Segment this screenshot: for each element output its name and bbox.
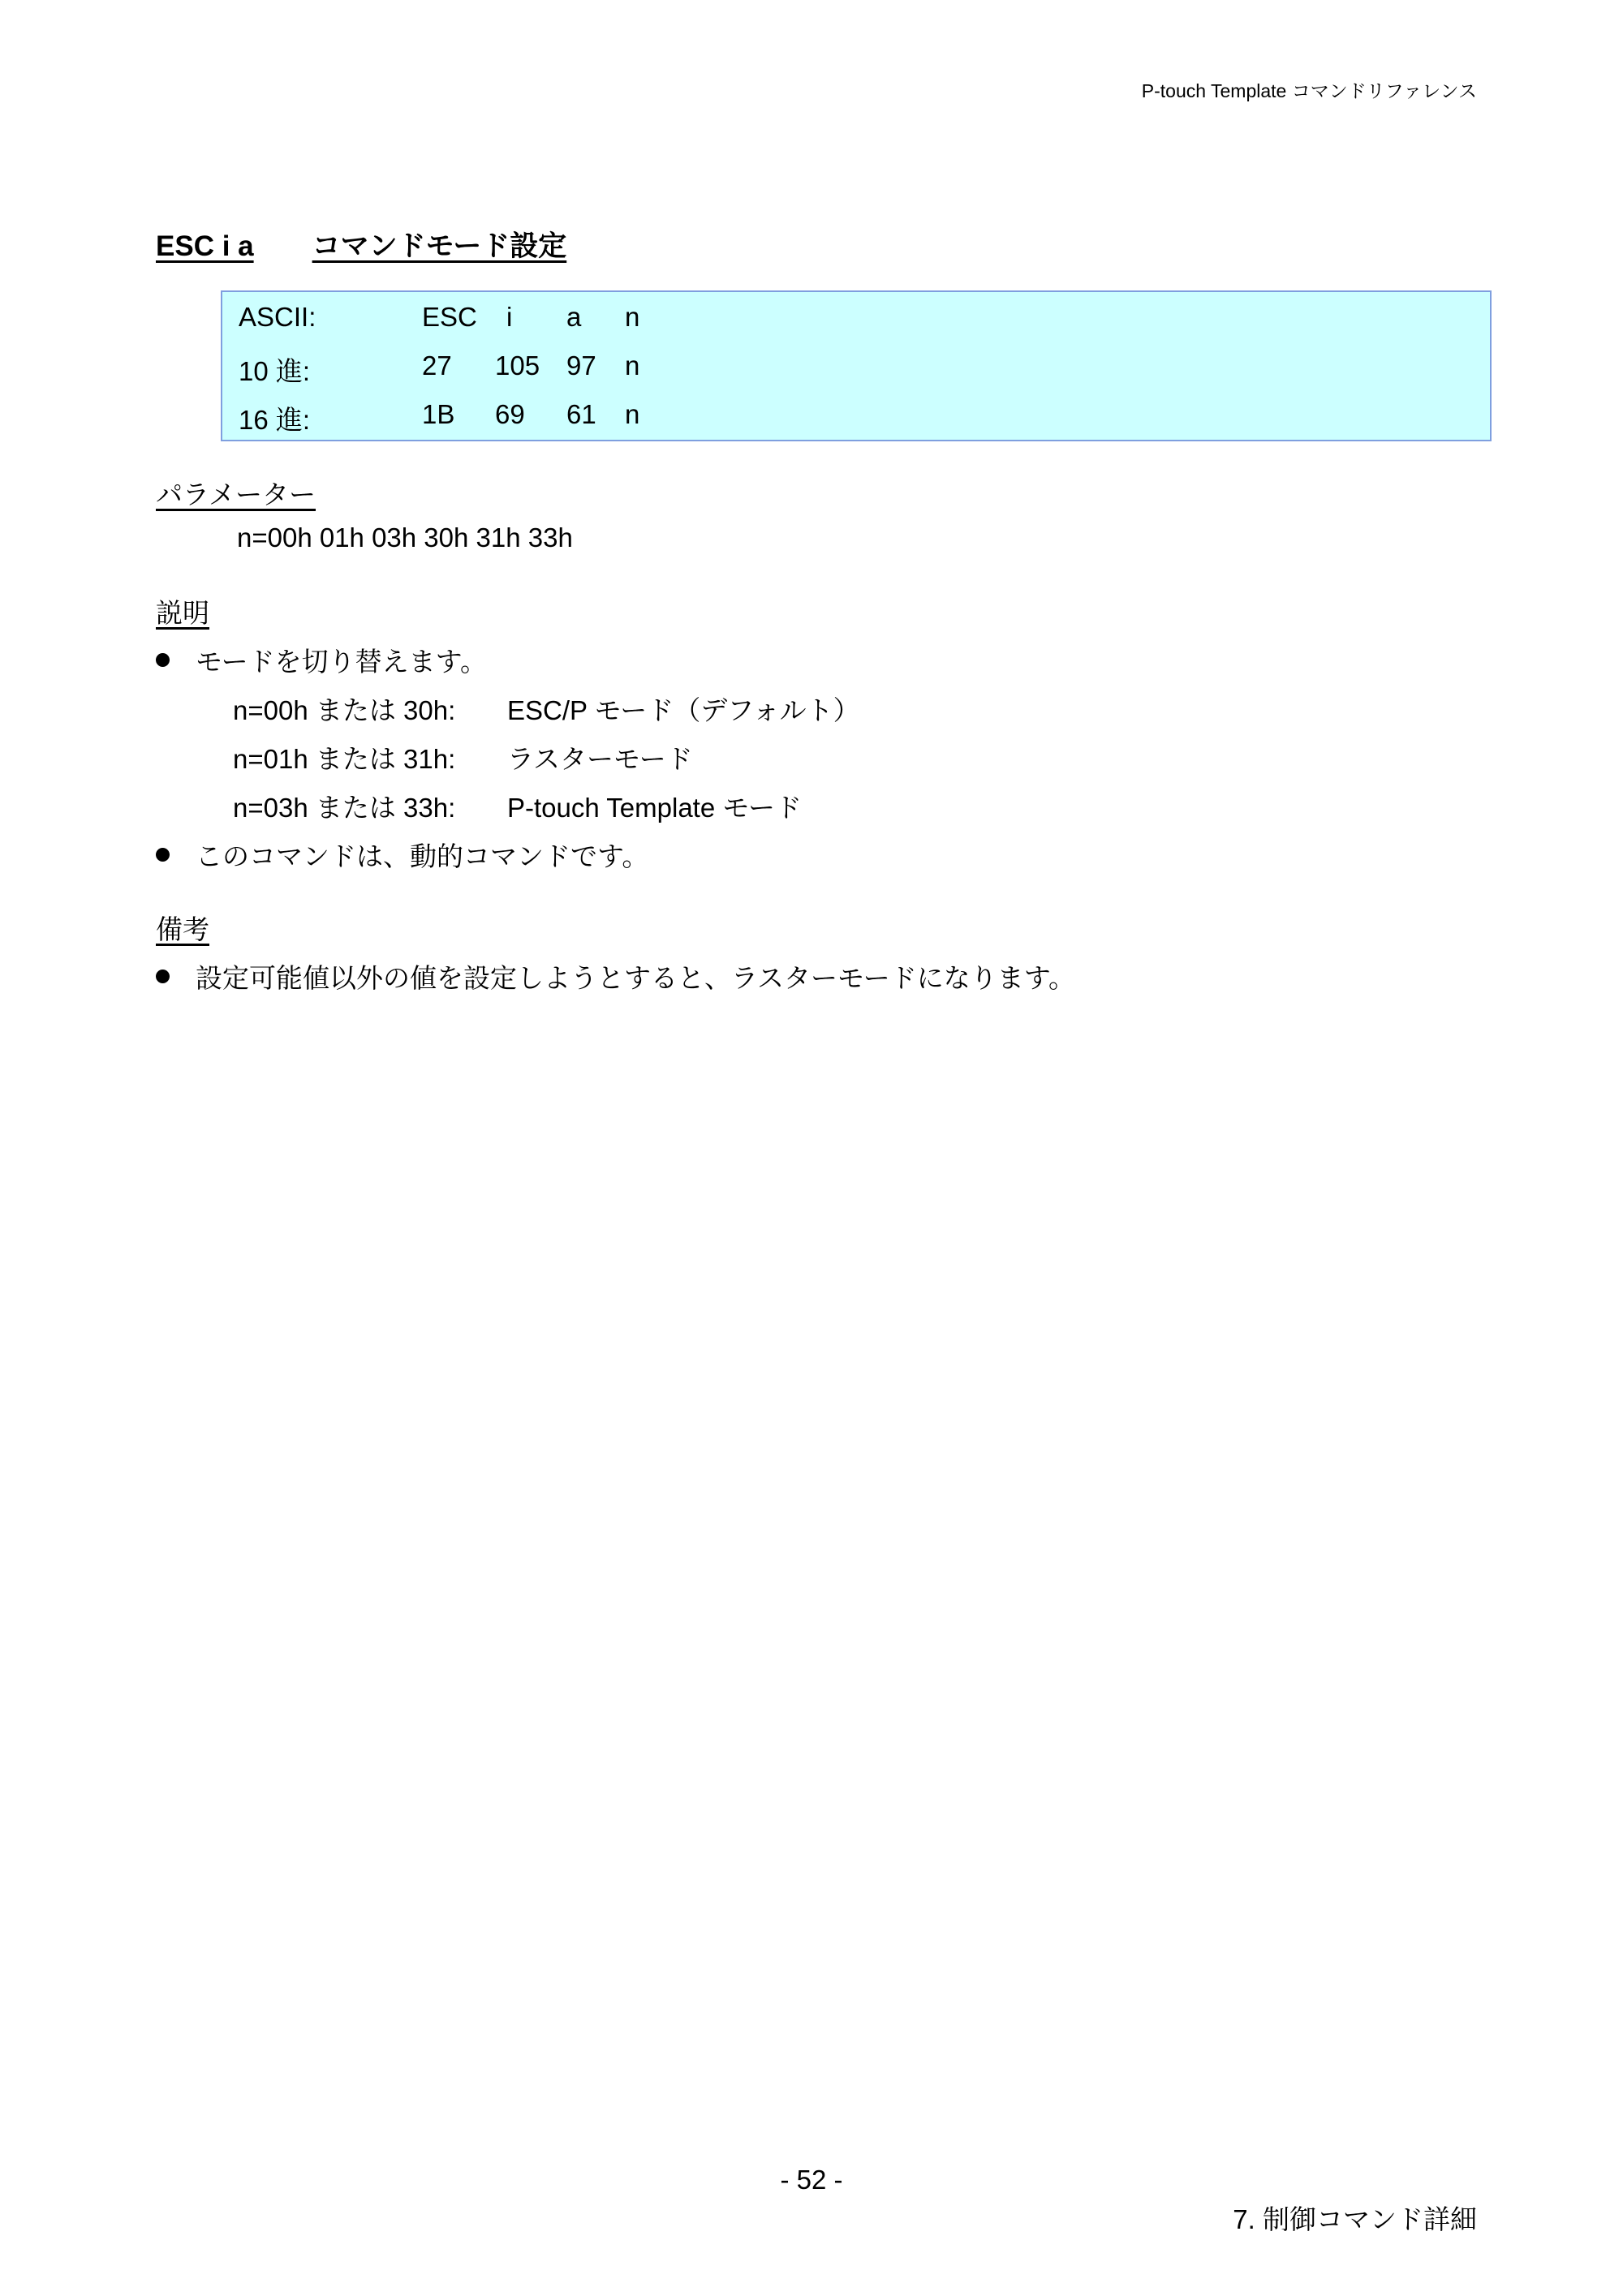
description-bullet: モードを切り替えます。 xyxy=(156,641,487,679)
mode-condition: n=03h または 33h: xyxy=(233,793,456,823)
bullet-icon xyxy=(156,848,170,862)
description-bullet: このコマンドは、動的コマンドです。 xyxy=(156,836,648,874)
mode-row xyxy=(233,690,860,728)
code-value: i xyxy=(506,302,513,332)
code-value: 69 xyxy=(495,399,525,429)
parameters-heading: パラメーター xyxy=(156,479,316,510)
code-value: n xyxy=(625,399,640,429)
code-value: 61 xyxy=(566,399,596,429)
code-value: n xyxy=(625,302,640,332)
description-heading: 説明 xyxy=(156,598,209,628)
remarks-heading: 備考 xyxy=(156,914,209,944)
remarks-bullet: 設定可能値以外の値を設定しようとすると、ラスターモードになります。 xyxy=(156,957,1075,995)
mode-row xyxy=(233,787,802,825)
code-value: n xyxy=(625,350,640,381)
code-row-label: ASCII: xyxy=(239,302,316,332)
bullet-icon xyxy=(156,653,170,667)
document-header-title: P-touch Template コマンドリファレンス xyxy=(1141,80,1477,101)
chapter-footer: 7. 制御コマンド詳細 xyxy=(1233,2204,1477,2234)
code-value: 97 xyxy=(566,350,596,381)
mode-description: P-touch Template モード xyxy=(507,793,803,823)
command-code: ESC i a xyxy=(156,230,254,262)
command-title xyxy=(156,224,566,264)
code-value: 105 xyxy=(495,350,540,381)
mode-row xyxy=(233,738,693,776)
command-name: コマンドモード設定 xyxy=(312,230,567,262)
mode-condition: n=01h または 31h: xyxy=(233,744,456,774)
code-value: a xyxy=(566,302,582,332)
command-code-table xyxy=(221,290,1492,441)
mode-description: ラスターモード xyxy=(507,744,693,774)
code-value: 1B xyxy=(422,399,455,429)
code-value: ESC xyxy=(422,302,477,332)
page-number: - 52 - xyxy=(780,2165,843,2195)
bullet-icon xyxy=(156,970,170,983)
mode-condition: n=00h または 30h: xyxy=(233,695,456,725)
code-value: 27 xyxy=(422,350,452,381)
parameters-values: n=00h 01h 03h 30h 31h 33h xyxy=(237,522,573,553)
code-row-label: 16 進: xyxy=(239,405,311,435)
mode-description: ESC/P モード（デフォルト） xyxy=(507,695,860,725)
code-row-label: 10 進: xyxy=(239,356,311,386)
